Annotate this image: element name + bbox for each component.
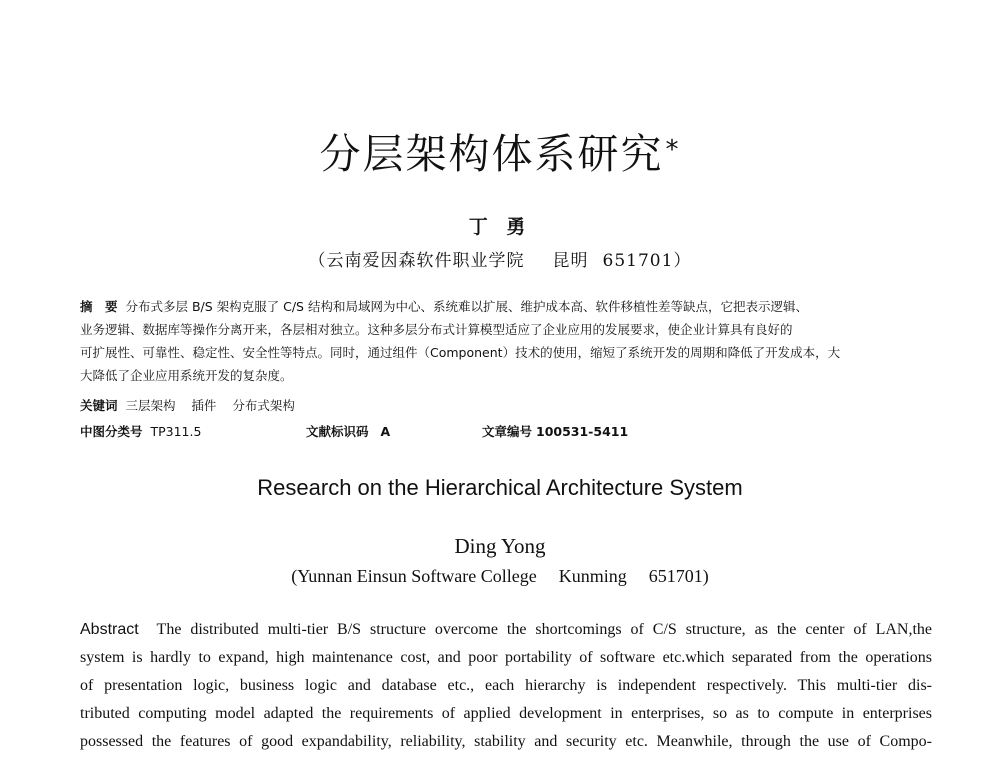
abstract-cn-text-1: 分布式多层 B/S 架构克服了 C/S 结构和局域网为中心、系统难以扩展、维护成本高、软件移植性差等缺点，它把表示逻辑、 xyxy=(125,299,808,314)
keyword-2: 插件 xyxy=(191,398,217,413)
affiliation-cn-postcode: 651701 xyxy=(602,251,674,271)
abstract-cn-line-3: 可扩展性、可靠性、稳定性、安全性等特点。同时，通过组件（Component）技术的使用，缩短了系统开发的周期和降低了开发成本，大 xyxy=(80,345,841,360)
affiliation-en xyxy=(0,566,1000,587)
title-en: Research on the Hierarchical Architecture System xyxy=(257,475,743,500)
abstract-en-line-3: of presentation logic, business logic and database etc., each hierarchy is independent respectively. This multi-tier dis- xyxy=(80,677,932,694)
keywords-cn xyxy=(80,394,932,417)
title-footnote-mark: * xyxy=(665,135,681,165)
keywords-cn-label: 关键词 xyxy=(80,398,118,413)
clc-label: 中图分类号 xyxy=(80,424,143,439)
affiliation-en-postcode: 651701) xyxy=(648,566,709,586)
clc-value: TP311.5 xyxy=(150,424,202,439)
affiliation-cn-close: ） xyxy=(673,251,692,271)
clc-group xyxy=(80,420,201,443)
doc-code-group xyxy=(306,420,390,443)
affiliation-en-institution: (Yunnan Einsun Software College xyxy=(291,566,537,586)
keyword-3: 分布式架构 xyxy=(232,398,295,413)
affiliation-cn-city: 昆明 xyxy=(552,251,589,271)
doc-code-value: A xyxy=(380,424,391,439)
abstract-en-line-5: possessed the features of good expandability, reliability, stability and security etc. Meanwhile, through the use of Compo- xyxy=(80,733,932,750)
abstract-en-text-1: The distributed multi-tier B/S structure overcome the shortcomings of C/S structure, as the center of LAN,the xyxy=(156,621,933,638)
page-title xyxy=(0,126,1000,182)
affiliation-cn-open: （ xyxy=(308,251,327,271)
abstract-cn-line-1 xyxy=(80,295,932,318)
keyword-1: 三层架构 xyxy=(125,398,176,413)
abstract-cn-label: 摘 要 xyxy=(80,299,118,314)
author-cn: 丁 勇 xyxy=(468,216,532,238)
article-number-value: 100531-5411 xyxy=(536,424,629,439)
affiliation-en-city: Kunming xyxy=(558,566,627,586)
article-number-label: 文章编号 xyxy=(482,424,533,439)
abstract-cn-line-2: 业务逻辑、数据库等操作分离开来，各层相对独立。这种多层分布式计算模型适应了企业应用的发展要求，使企业计算具有良好的 xyxy=(80,322,793,337)
abstract-en-line-2: system is hardly to expand, high maintenance cost, and poor portability of software etc.which separated from the operations xyxy=(80,649,932,666)
abstract-en-label: Abstract xyxy=(80,621,139,638)
abstract-en-line-4: tributed computing model adapted the requirements of applied development in enterprises, so as to compute in enterprises xyxy=(80,705,932,722)
affiliation-cn xyxy=(0,246,1000,271)
title-text: 分层架构体系研究 xyxy=(319,130,664,178)
article-number-group xyxy=(482,420,628,443)
abstract-en-line-1 xyxy=(80,617,932,643)
affiliation-cn-institution: 云南爱因森软件职业学院 xyxy=(326,251,525,271)
doc-code-label: 文献标识码 xyxy=(306,424,369,439)
abstract-cn-line-4: 大降低了企业应用系统开发的复杂度。 xyxy=(80,368,293,383)
author-en: Ding Yong xyxy=(454,534,546,558)
